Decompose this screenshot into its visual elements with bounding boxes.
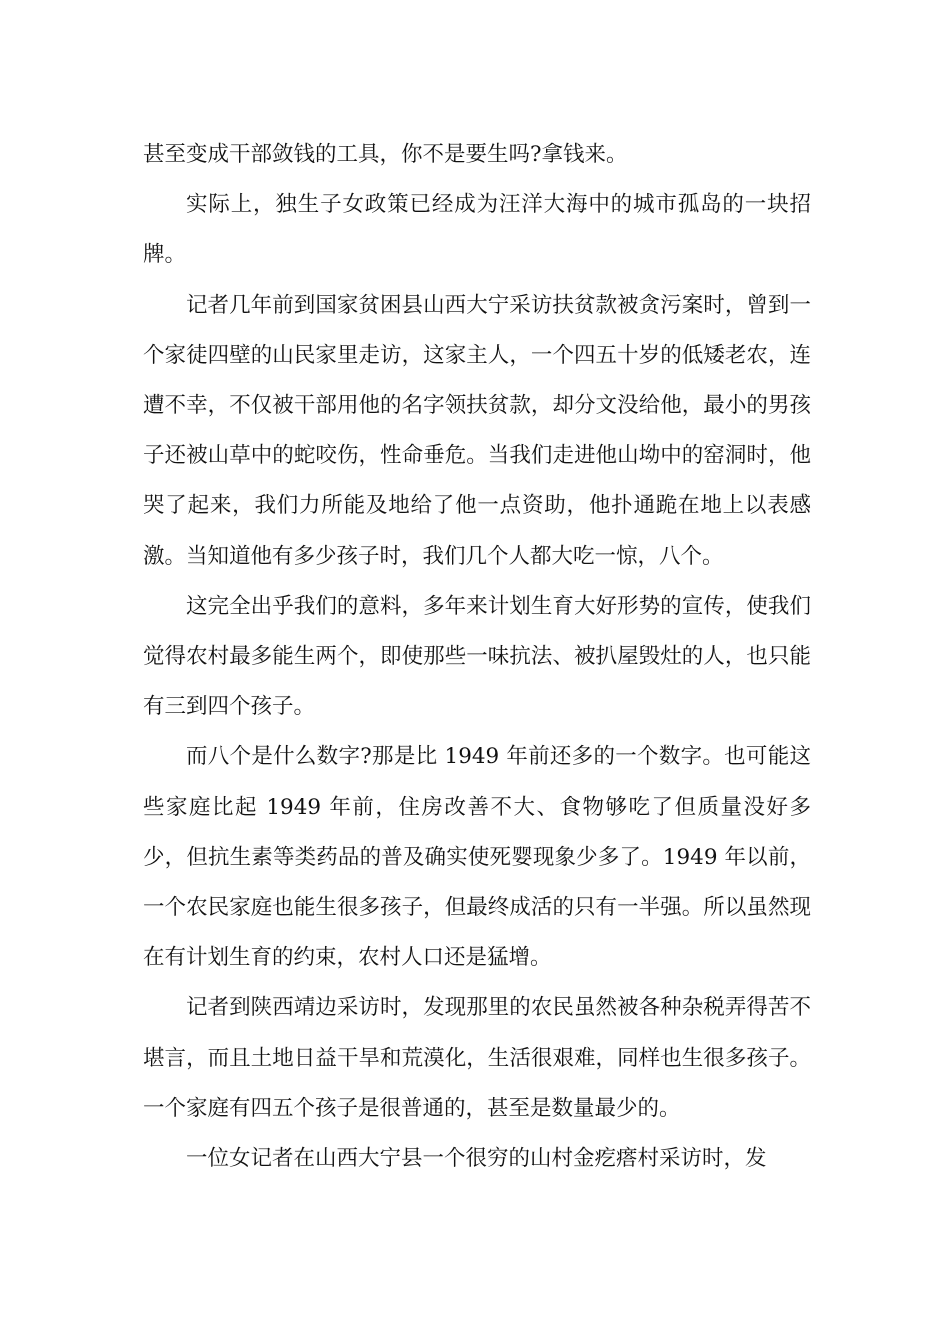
paragraph: 记者到陕西靖边采访时，发现那里的农民虽然被各种杂税弄得苦不堪言，而且土地日益干旱和荒漠化，生活很艰难，同样也生很多孩子。一个家庭有四五个孩子是很普通的，甚至是数量最少的。 bbox=[143, 995, 811, 1121]
paragraph: 实际上，独生子女政策已经成为汪洋大海中的城市孤岛的一块招牌。 bbox=[143, 192, 811, 268]
paragraph: 这完全出乎我们的意料，多年来计划生育大好形势的宣传，使我们觉得农村最多能生两个，即使那些一味抗法、被扒屋毁灶的人，也只能有三到四个孩子。 bbox=[143, 593, 811, 720]
paragraph: 一位女记者在山西大宁县一个很穷的山村金疙瘩村采访时，发 bbox=[186, 1146, 767, 1172]
paragraph: 而八个是什么数字?那是比 1949 年前还多的一个数字。也可能这些家庭比起 1949 年前，住房改善不大、食物够吃了但质量没好多少，但抗生素等类药品的普及确实使死婴现象少多了。1949 年以前，一个农民家庭也能生很多孩子，但最终成活的只有一半强。所以虽然现在有计划生育的约束，农村人口还是猛增。 bbox=[143, 744, 811, 971]
paragraph-continued: 甚至变成干部敛钱的工具，你不是要生吗?拿钱来。 bbox=[143, 142, 628, 167]
paragraph: 记者几年前到国家贫困县山西大宁采访扶贫款被贪污案时，曾到一个家徒四壁的山民家里走访，这家主人，一个四五十岁的低矮老农，连遭不幸，不仅被干部用他的名字领扶贫款，却分文没给他，最小的男孩子还被山草中的蛇咬伤，性命垂危。当我们走进他山坳中的窑洞时，他哭了起来，我们力所能及地给了他一点资助，他扑通跪在地上以表感激。当知道他有多少孩子时，我们几个人都大吃一惊，八个。 bbox=[143, 292, 811, 569]
body-text bbox=[143, 130, 811, 1184]
